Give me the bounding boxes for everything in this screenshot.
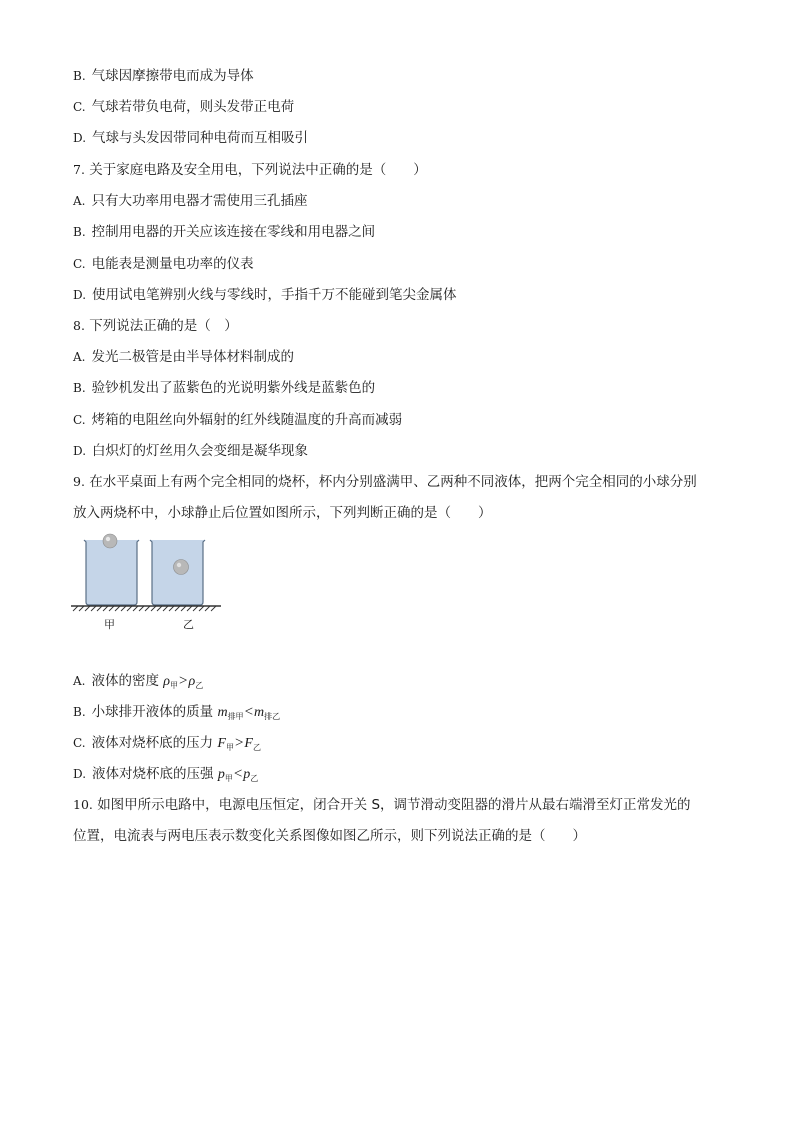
option-label: C. [73,100,86,114]
comparison-operator: > [234,735,244,751]
q8-stem [73,317,238,335]
option-text: 液体的密度 [91,673,159,689]
q7-stem [73,161,427,179]
q9-option-a [73,672,203,695]
option-text: 控制用电器的开关应该连接在零线和用电器之间 [91,224,376,240]
ball-yi [174,560,189,575]
question-number: 10. [73,797,93,812]
symbol: $\rho_甲$ [163,674,179,690]
symbol: $m_{排乙}$ [254,705,281,721]
option-text: 发光二极管是由半导体材料制成的 [91,349,294,365]
q7-option-a [73,192,307,210]
ball-jia [103,534,117,548]
option-text: 只有大功率用电器才需使用三孔插座 [91,193,308,209]
q6-option-b [73,67,254,85]
option-label: A. [73,674,86,688]
question-stem: 位置，电流表与两电压表示数变化关系图像如图乙所示，则下列说法正确的是（ ） [73,828,586,844]
table-surface [71,606,221,611]
question-stem: 在水平桌面上有两个完全相同的烧杯，杯内分别盛满甲、乙两种不同液体，把两个完全相同的小球分别 [89,474,697,490]
symbol: $p_乙$ [243,767,259,783]
option-label: B. [73,225,86,239]
option-text: 气球因摩擦带电而成为导体 [91,68,254,84]
q7-option-b [73,223,375,241]
figure-label-yi: 乙 [183,618,194,631]
comparison-operator: > [179,673,188,689]
symbol: $F_甲$ [217,736,234,752]
question-stem: 下列说法正确的是（ ） [89,318,238,334]
comparison-operator: < [244,704,254,720]
option-text: 验钞机发出了蓝紫色的光说明紫外线是蓝紫色的 [91,380,376,396]
question-number: 9. [73,474,85,489]
q7-option-c [73,255,254,273]
beaker-jia [84,534,139,605]
q9-option-b [73,703,280,726]
option-label: D. [73,131,87,145]
symbol: $p_甲$ [217,767,233,783]
option-text: 电能表是测量电功率的仪表 [91,256,254,272]
q9-stem-line1 [73,473,697,491]
ball-yi-highlight [177,563,181,567]
question-stem: 如图甲所示电路中，电源电压恒定，闭合开关 S，调节滑动变阻器的滑片从最右端滑至灯正常发光的 [97,797,691,813]
option-text: 液体对烧杯底的压力 [91,735,214,751]
option-text: 液体对烧杯底的压强 [92,766,214,782]
q8-option-a [73,348,294,366]
q10-stem-line2 [73,827,586,845]
option-label: B. [73,381,86,395]
option-label: D. [73,767,87,781]
option-label: C. [73,736,86,750]
q9-option-c [73,734,261,757]
option-label: D. [73,444,87,458]
q8-option-b [73,379,375,397]
option-text: 小球排开液体的质量 [91,704,214,720]
q6-option-d [73,129,308,147]
beaker-yi [150,540,205,605]
option-label: C. [73,413,86,427]
option-label: B. [73,705,86,719]
question-number: 8. [73,318,85,333]
ball-jia-highlight [106,537,110,541]
option-text: 使用试电笔辨别火线与零线时，手指千万不能碰到笔尖金属体 [92,287,457,303]
comparison-operator: < [233,766,243,782]
option-label: B. [73,69,86,83]
q9-stem-line2 [73,504,492,522]
question-number: 7. [73,162,85,177]
q10-stem-line1 [73,796,691,814]
q8-option-d [73,442,308,460]
beakers-figure [71,532,223,632]
q8-option-c [73,411,402,429]
option-text: 气球与头发因带同种电荷而互相吸引 [92,130,309,146]
option-label: D. [73,288,87,302]
q6-option-c [73,98,294,116]
question-stem: 放入两烧杯中，小球静止后位置如图所示，下列判断正确的是（ ） [73,505,492,521]
option-label: A. [73,194,86,208]
option-text: 烤箱的电阻丝向外辐射的红外线随温度的升高而减弱 [91,412,403,428]
option-text: 白炽灯的灯丝用久会变细是凝华现象 [92,443,309,459]
option-text: 气球若带负电荷，则头发带正电荷 [91,99,295,115]
symbol: $F_乙$ [244,736,261,752]
option-label: A. [73,350,86,364]
q7-option-d [73,286,457,304]
symbol: $\rho_乙$ [188,674,204,690]
symbol: $m_{排甲}$ [217,705,244,721]
q9-option-d [73,765,258,788]
figure-label-jia: 甲 [104,618,115,631]
question-stem: 关于家庭电路及安全用电，下列说法中正确的是（ ） [89,162,427,178]
option-label: C. [73,257,86,271]
beaker-jia-body [84,540,139,605]
